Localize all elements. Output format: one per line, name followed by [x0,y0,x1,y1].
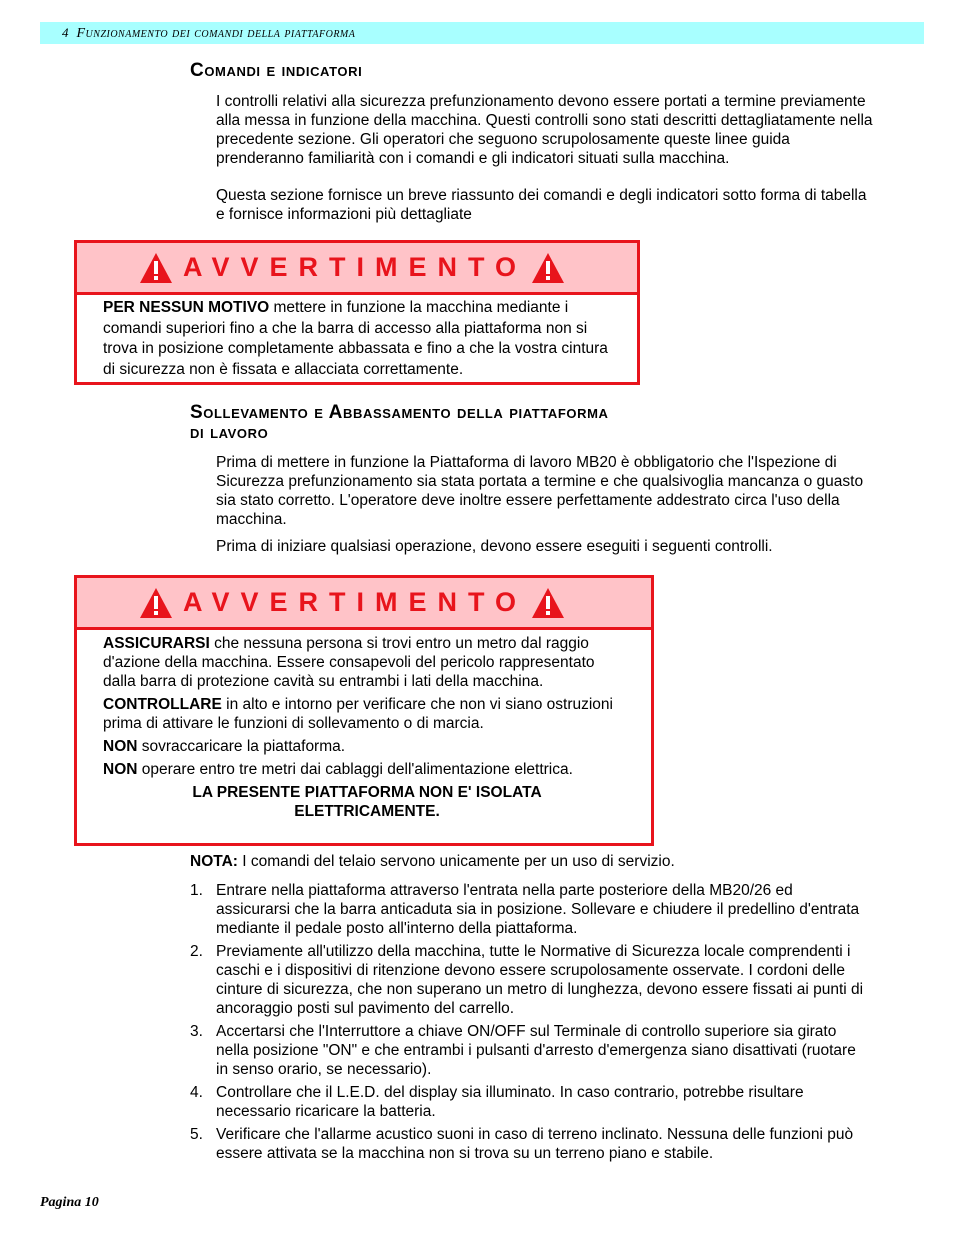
warning-item-lead: ASSICURARSI [103,635,210,652]
list-item [190,1125,870,1163]
warning-item-lead: NON [103,738,138,755]
warning-header [77,243,637,295]
warning-triangle-icon [531,587,565,619]
chapter-title: Funzionamento dei comandi della piattaforma [76,26,356,41]
isolation-line-1: LA PRESENTE PIATTAFORMA NON E' ISOLATA [192,784,542,801]
warning-item [103,634,631,691]
list-item [190,1083,870,1121]
step-text: Verificare che l'allarme acustico suoni in caso di terreno inclinato. Nessuna delle funzioni può essere attivata se la macchina non si trova su un terreno piano e stabile. [216,1126,854,1162]
step-number: 1. [190,882,203,899]
warning-item [103,737,631,756]
step-text: Controllare che il L.E.D. del display sia illuminato. In caso contrario, potrebbe risultare necessario ricaricare la batteria. [216,1084,804,1120]
note-lead: NOTA: [190,853,238,870]
steps-list [190,881,870,1167]
warning-item-text: sovraccaricare la piattaforma. [137,738,346,755]
warning-triangle-icon [139,587,173,619]
warning-lead: PER NESSUN MOTIVO [103,299,270,316]
warning-triangle-icon [139,252,173,284]
warning-label: AVVERTIMENTO [183,252,528,282]
section-title-line-1: Sollevamento e Abbassamento della piattaforma [190,402,609,423]
page-header [40,22,924,44]
list-item [190,942,870,1018]
warning-body [77,630,651,827]
note-text: I comandi del telaio servono unicamente per un uso di servizio. [237,853,675,870]
section1-paragraph-2: Questa sezione fornisce un breve riassunto dei comandi e degli indicatori sotto forma di tabella e fornisce informazioni più dettagliate [216,187,867,223]
warning-item-text: in alto e intorno per verificare che non vi siano ostruzioni prima di attivare le funzioni di sollevamento o di marcia. [103,696,613,732]
step-number: 5. [190,1126,203,1143]
warning-triangle-icon [531,252,565,284]
note [190,852,880,871]
warning-item [103,695,631,733]
warning-label: AVVERTIMENTO [183,587,528,617]
step-text: Previamente all'utilizzo della macchina, tutte le Normative di Sicurezza locale comprendenti i caschi e i dispositivi di ritenzione devono essere scrupolosamente osservate. I cordoni delle cinture di sicurezza, che non superano un metro di lunghezza, devono essere fissati ai punti di ancoraggio posti sul pavimento del carrello. [216,943,864,1017]
section-title-comandi: Comandi e indicatori [190,60,363,81]
warning-item-lead: NON [103,761,138,778]
warning-item [103,760,631,779]
chapter-number: 4 [62,25,69,40]
step-text: Entrare nella piattaforma attraverso l'entrata nella parte posteriore della MB20/26 ed assicurarsi che la barra anticaduta sia in posizione. Sollevare e chiudere il predellino d'entrata mediante il pedale posto all'interno della piattaforma. [216,882,860,937]
warning-item-text: che nessuna persona si trovi entro un metro dal raggio d'azione della macchina. Essere consapevoli del pericolo rappresentato dalla barra di protezione cavità su entrambi i lati della macchina. [103,635,595,690]
warning-header [77,578,651,630]
warning-body [77,295,637,388]
warning-item-text: operare entro tre metri dai cablaggi dell'alimentazione elettrica. [137,761,573,778]
warning-item-lead: CONTROLLARE [103,696,222,713]
step-number: 2. [190,943,203,960]
list-item [190,1022,870,1079]
warning-box-1 [74,240,640,385]
page-number: Pagina 10 [40,1195,99,1210]
warning-isolation-notice [103,783,631,821]
section1-paragraph-1: I controlli relativi alla sicurezza prefunzionamento devono essere portati a termine previamente alla messa in funzione della macchina. Questi controlli sono stati descritti dettagliatamente nella precedente sezione. Gli operatori che seguono scrupolosamente queste linee guida prenderanno familiarità con i comandi e gli indicatori situati sulla macchina. [216,93,873,167]
section2-paragraph-2: Prima di iniziare qualsiasi operazione, devono essere eseguiti i seguenti controlli. [216,538,773,555]
section-title-line-2: di lavoro [190,422,269,443]
isolation-line-2: ELETTRICAMENTE. [294,803,440,820]
step-number: 3. [190,1023,203,1040]
list-item [190,881,870,938]
warning-text [103,298,617,380]
section2-paragraph-1: Prima di mettere in funzione la Piattaforma di lavoro MB20 è obbligatorio che l'Ispezione di Sicurezza prefunzionamento sia stata portata a termine e che qualsivoglia mancanza o guasto sia stato corretto. L'operatore deve inoltre essere perfettamente addestrato circa l'uso della macchina. [216,454,864,528]
section-title-sollevamento [190,403,609,443]
warning-box-2 [74,575,654,846]
step-text: Accertarsi che l'Interruttore a chiave ON/OFF sul Terminale di controllo superiore sia girato nella posizione "ON" e che entrambi i pulsanti d'arresto d'emergenza siano disattivati (ruotare in senso orario, se necessario). [216,1023,856,1078]
warning-sentence: mettere in funzione la macchina mediante i comandi superiori fino a che la barra di accesso alla piattaforma non si trova in posizione completamente abbassata e fino a che la vostra cintura di sicurezza non è fissata e allacciata correttamente. [103,299,608,378]
step-number: 4. [190,1084,203,1101]
